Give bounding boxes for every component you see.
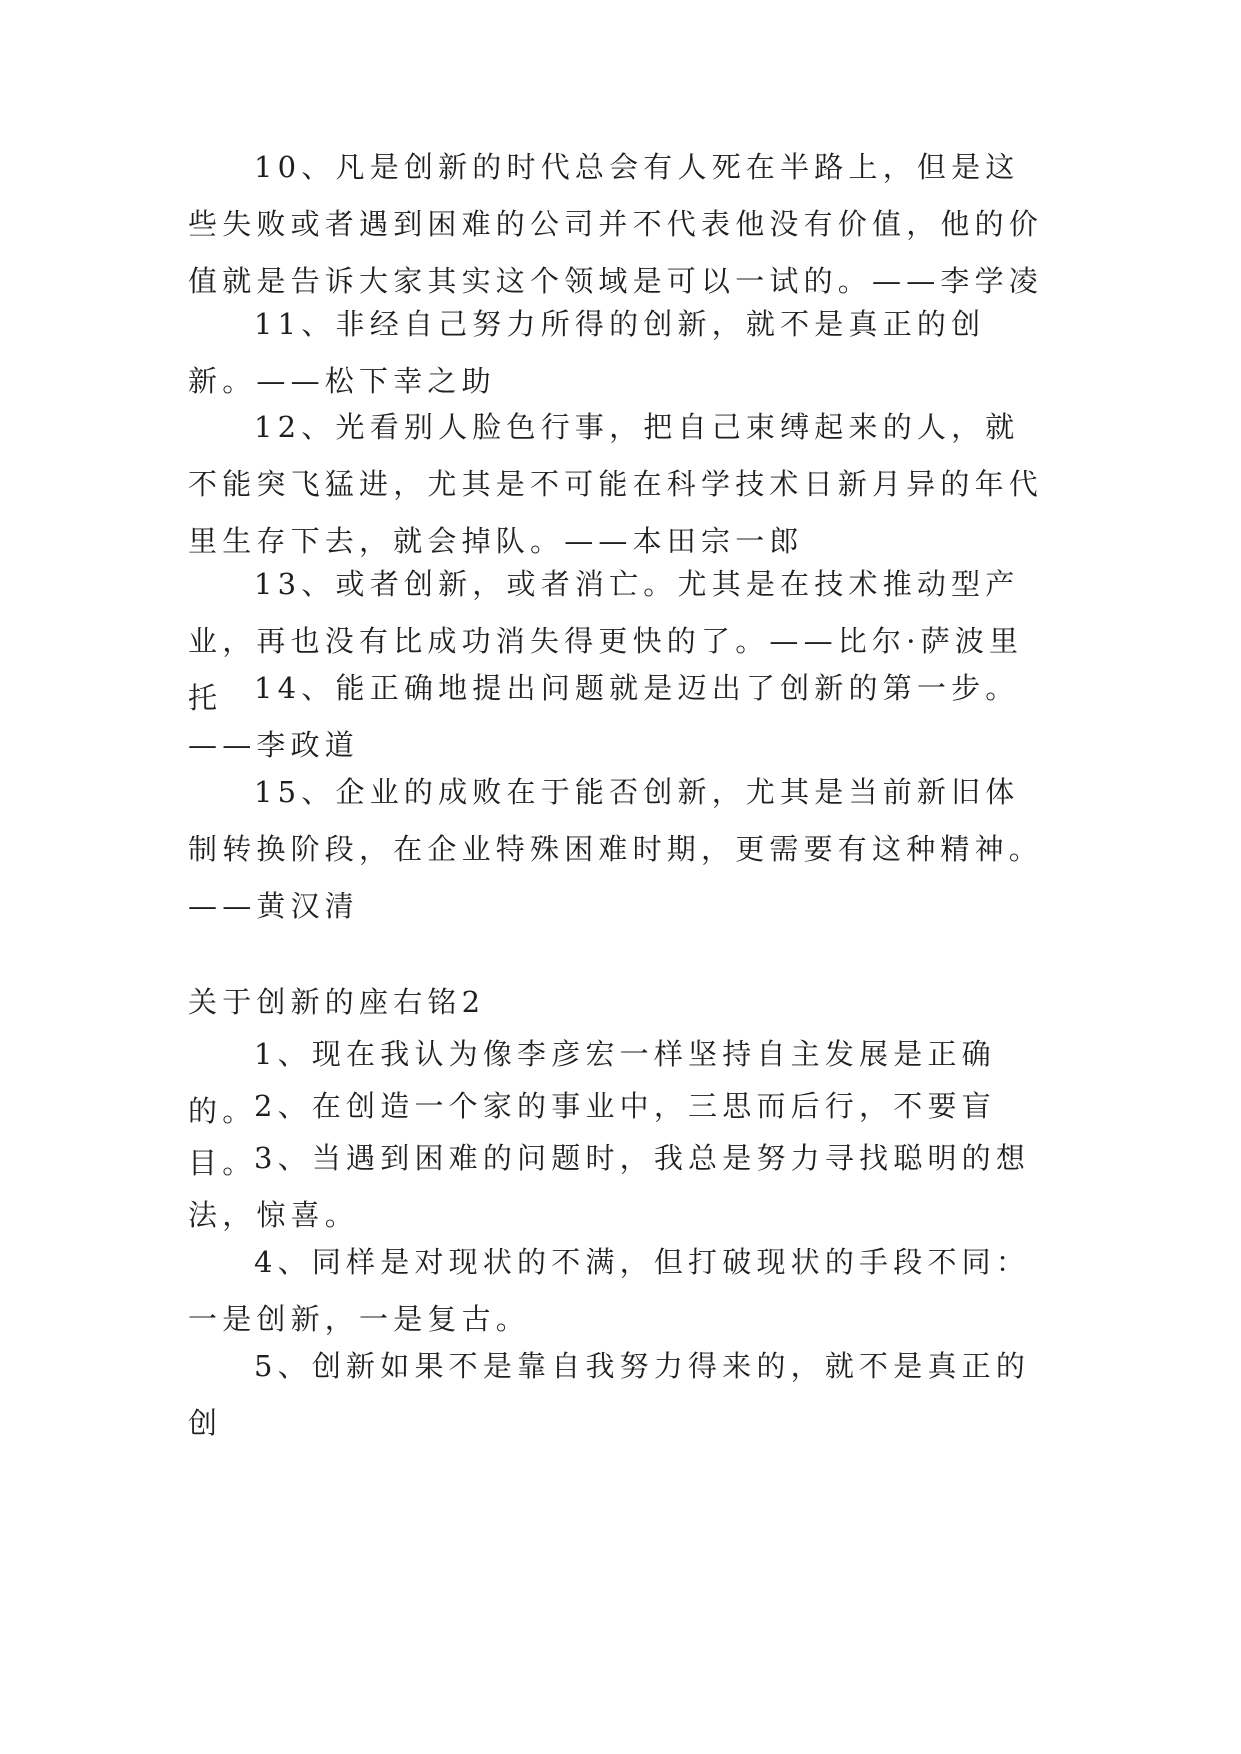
- quote-paragraph-12: 12、光看别人脸色行事，把自己束缚起来的人，就不能突飞猛进，尤其是不可能在科学技术日新月异的年代里生存下去，就会掉队。——本田宗一郎: [188, 410, 1044, 558]
- motto-paragraph-3: 3、当遇到困难的问题时，我总是努力寻找聪明的想法，惊喜。: [188, 1141, 1031, 1232]
- quote-paragraph-14: 14、能正确地提出问题就是迈出了创新的第一步。——李政道: [188, 671, 1020, 762]
- quote-paragraph-11: 11、非经自己努力所得的创新，就不是真正的创新。——松下幸之助: [188, 307, 986, 398]
- quote-paragraph-10: 10、凡是创新的时代总会有人死在半路上，但是这些失败或者遇到困难的公司并不代表他没有价值，他的价值就是告诉大家其实这个领域是可以一试的。——李学凌: [188, 150, 1044, 298]
- quote-paragraph-13: 13、或者创新，或者消亡。尤其是在技术推动型产业，再也没有比成功消失得更快的了。——比尔·萨波里托: [188, 567, 1024, 715]
- motto-paragraph-1: 1、现在我认为像李彦宏一样坚持自主发展是正确的。: [188, 1037, 996, 1128]
- motto-paragraph-4: 4、同样是对现状的不满，但打破现状的手段不同：一是创新，一是复古。: [188, 1245, 1031, 1336]
- motto-paragraph-5: 5、创新如果不是靠自我努力得来的，就不是真正的创: [188, 1349, 1031, 1440]
- quote-paragraph-15: 15、企业的成败在于能否创新，尤其是当前新旧体制转换阶段，在企业特殊困难时期，更需要有这种精神。——黄汉清: [188, 775, 1044, 923]
- motto-paragraph-2: 2、在创造一个家的事业中，三思而后行，不要盲目。: [188, 1089, 996, 1180]
- section-heading: 关于创新的座右铭2: [188, 985, 486, 1019]
